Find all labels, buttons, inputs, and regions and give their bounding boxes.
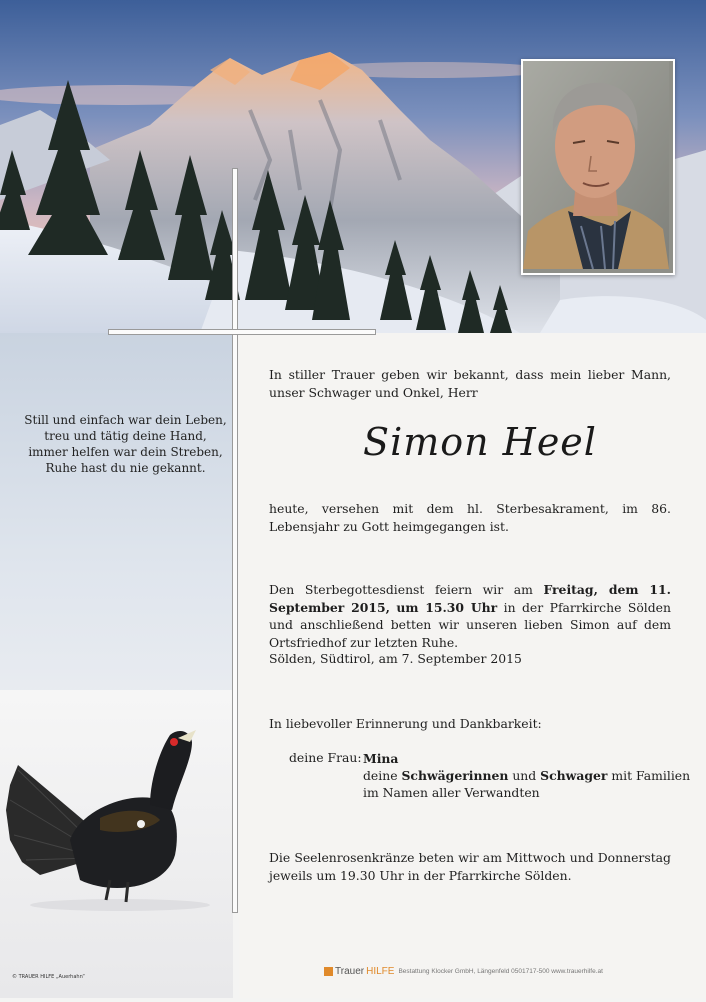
capercaillie-image (0, 690, 233, 998)
poem-line: Ruhe hast du nie gekannt. (45, 461, 206, 475)
family-label: deine Frau: (289, 750, 362, 765)
undertaker-contact: Bestattung Klocker GmbH, Längenfeld 0501717-500 www.trauerhilfe.at (398, 968, 603, 975)
service-time: um 15.30 Uhr (396, 599, 498, 615)
logo-text-trauer: Trauer (335, 966, 365, 977)
wife-name: Mina (363, 751, 399, 766)
logo-square-icon (324, 967, 333, 976)
poem-line: immer helfen war dein Streben, (28, 445, 223, 459)
passing-statement: heute, versehen mit dem hl. Sterbesakrament, im 86. Lebensjahr zu Gott heimgegangen ist. (269, 501, 671, 534)
memorial-poem (18, 412, 233, 476)
remembrance-line: In liebevoller Erinnerung und Dankbarkeit: (269, 716, 542, 731)
service-text: Den Sterbegottesdienst feiern wir am (269, 582, 544, 597)
poem-line: Still und einfach war dein Leben, (24, 413, 227, 427)
funeral-service-notice (269, 581, 671, 651)
footer-brand (324, 966, 603, 977)
relatives-line: im Namen aller Verwandten (363, 785, 540, 800)
cross-horizontal-bar (108, 329, 376, 335)
family-text: und (508, 768, 541, 783)
family-text: deine (363, 768, 402, 783)
poem-line: treu und tätig deine Hand, (44, 429, 207, 443)
family-list (363, 750, 690, 801)
logo-text-hilfe: HILFE (366, 966, 395, 977)
family-text: mit Familien (607, 768, 691, 783)
family-sisters-in-law: Schwägerinnen (401, 768, 509, 783)
image-credit: © TRAUER HILFE „Auerhahn“ (12, 974, 85, 980)
service-text-end: in der Pfarrkirche Sölden und anschließend betten wir unseren lieben Simon auf dem Ortsfriedhof zur letzten Ruhe. (269, 599, 671, 650)
family-brother-in-law: Schwager (540, 768, 608, 783)
announcement-intro: In stiller Trauer geben wir bekannt, dass mein lieber Mann, unser Schwager und Onkel, Herr (269, 367, 671, 400)
place-and-date: Sölden, Südtirol, am 7. September 2015 (269, 651, 522, 666)
cross-vertical-bar (232, 168, 238, 913)
trauerhilfe-logo (324, 966, 394, 977)
rosary-notice: Die Seelenrosenkränze beten wir am Mittwoch und Donnerstag jeweils um 19.30 Uhr in der Pfarrkirche Sölden. (269, 850, 671, 883)
deceased-name: Simon Heel (363, 420, 597, 464)
service-date: Freitag, dem 11. September 2015, (269, 582, 671, 615)
deceased-portrait-photo (521, 59, 675, 275)
